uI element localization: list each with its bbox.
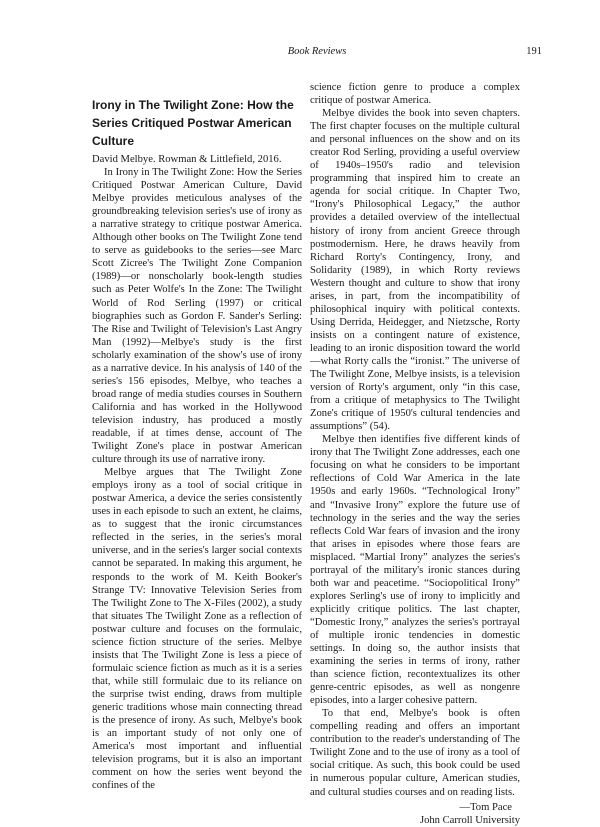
review-citation: David Melbye. Rowman & Littlefield, 2016. xyxy=(92,154,282,165)
reviewer-affiliation: John Carroll University xyxy=(419,814,520,826)
paragraph: Melbye argues that The Twilight Zone employs irony as a tool of social critique in postwar America, a device the series consistently uses in each episode to such an extent, he claims, as to suggest that the ironic circumstances reflected in the series, in the series's moral universe, and in the series's larger social contexts cannot be separated. In making this argument, he responds to the work of M. Keith Booker's Strange TV: Innovative Television Series from The Twilight Zone to The X-Files (2002), a study that situates The Twilight Zone as a reflection of postwar culture and focuses on the formulaic, science fiction structure of the series. Melbye insists that The Twilight Zone is less a piece of formulaic science fiction as much as it is a series that, while still formulaic due to its reliance on the surprise twist ending, draws from multiple generic traditions whose main connecting thread is the presence of irony. As such, Melbye's book is an important study of not only one of America's most important and influential television programs, but it is also an important comment on how the series went beyond the confines of the xyxy=(92,467,302,792)
paragraph: science fiction genre to produce a complex critique of postwar America. xyxy=(310,82,520,107)
paragraph: Melbye divides the book into seven chapters. The first chapter focuses on the multiple cultural and personal influences on the show and on its creator Rod Serling, providing a useful overview of 1940s–1950's radio and television programming that inspired him to create an agenda for social critique. In Chapter Two, “Irony's Philosophical Legacy,” the author provides a detailed overview of the intellectual history of irony from ancient Greece through postmodernism. Here, he draws heavily from Richard Rorty's Contingency, Irony, and Solidarity (1989), in which Rorty reviews Western thought and culture to show that irony arises, in part, from the incompatibility of philosophical inquiry with political contexts. Using Derrida, Heidegger, and Nietzsche, Rorty insists on a contingent nature of existence, leading to an ironic disposition toward the world—what Rorty calls the “ironist.” The universe of The Twilight Zone, Melbye insists, is a television version of Rorty's argument, only “in this case, from a critique of metaphysics to The Twilight Zone's critique of 1950's cultural tendencies and assumptions” (54). xyxy=(310,108,520,433)
paragraph: To that end, Melbye's book is often compelling reading and offers an important contribution to the reader's understanding of The Twilight Zone and to the use of irony as a tool of social critique. As such, this book could be used in numerous popular culture, American studies, and cultural studies courses and on reading lists. xyxy=(310,708,520,798)
review-title: Irony in The Twilight Zone: How the Series Critiqued Postwar American Culture xyxy=(92,98,294,148)
paragraph: Melbye then identifies five different kinds of irony that The Twilight Zone addresses, each one focusing on what he considers to be important reflections of Cold War America in the late 1950s and early 1960s. “Technological Irony” and “Invasive Irony” explore the future use of technology in the series and the way the series reflects Cold War fears of invasion and the irony that arises in episodes where those fears are misplaced. “Martial Irony” analyzes the series's portrayal of the military's ironic stances during both war and peacetime. “Sociopolitical Irony” explores Serling's use of irony to implicitly and explicitly critique politics. The last chapter, “Domestic Irony,” analyzes the series's portrayal of multiple ironic tendencies in domestic settings. In doing so, the author insists that examining the series in terms of irony, rather than science fiction, recontextualizes its other genre-centric episodes, as well as nongenre episodes, into a larger cohesive pattern. xyxy=(310,434,520,707)
running-head: Book Reviews xyxy=(287,46,347,57)
reviewer-name: —Tom Pace xyxy=(459,801,512,813)
right-column xyxy=(310,81,520,827)
paragraph: In Irony in The Twilight Zone: How the Series Critiqued Postwar American Culture, David Melbye provides meticulous analyses of the groundbreaking television series's use of irony as a narrative strategy to critique postwar America. Although other books on The Twilight Zone tend to serve as guidebooks to the series—see Marc Scott Zicree's The Twilight Zone Companion (1989)—or nonscholarly book-length studies such as Peter Wolfe's In the Zone: The Twilight World of Rod Serling (1997) or critical biographies such as Gordon F. Sander's Serling: The Rise and Twilight of Television's Last Angry Man (1992)—Melbye's study is the first scholarly examination of the show's use of irony as a narrative device. In his analysis of 140 of the series's 156 episodes, Melbye, who teaches a broad range of media studies courses in Southern California and has worked in the Hollywood television industry, has produced a mostly readable, if at times dense, account of The Twilight Zone's place in postwar American culture through its use of narrative irony. xyxy=(92,167,302,466)
page-header xyxy=(92,46,542,58)
page-number: 191 xyxy=(526,46,542,57)
left-column xyxy=(92,96,302,792)
reviewer-signature xyxy=(310,801,520,827)
